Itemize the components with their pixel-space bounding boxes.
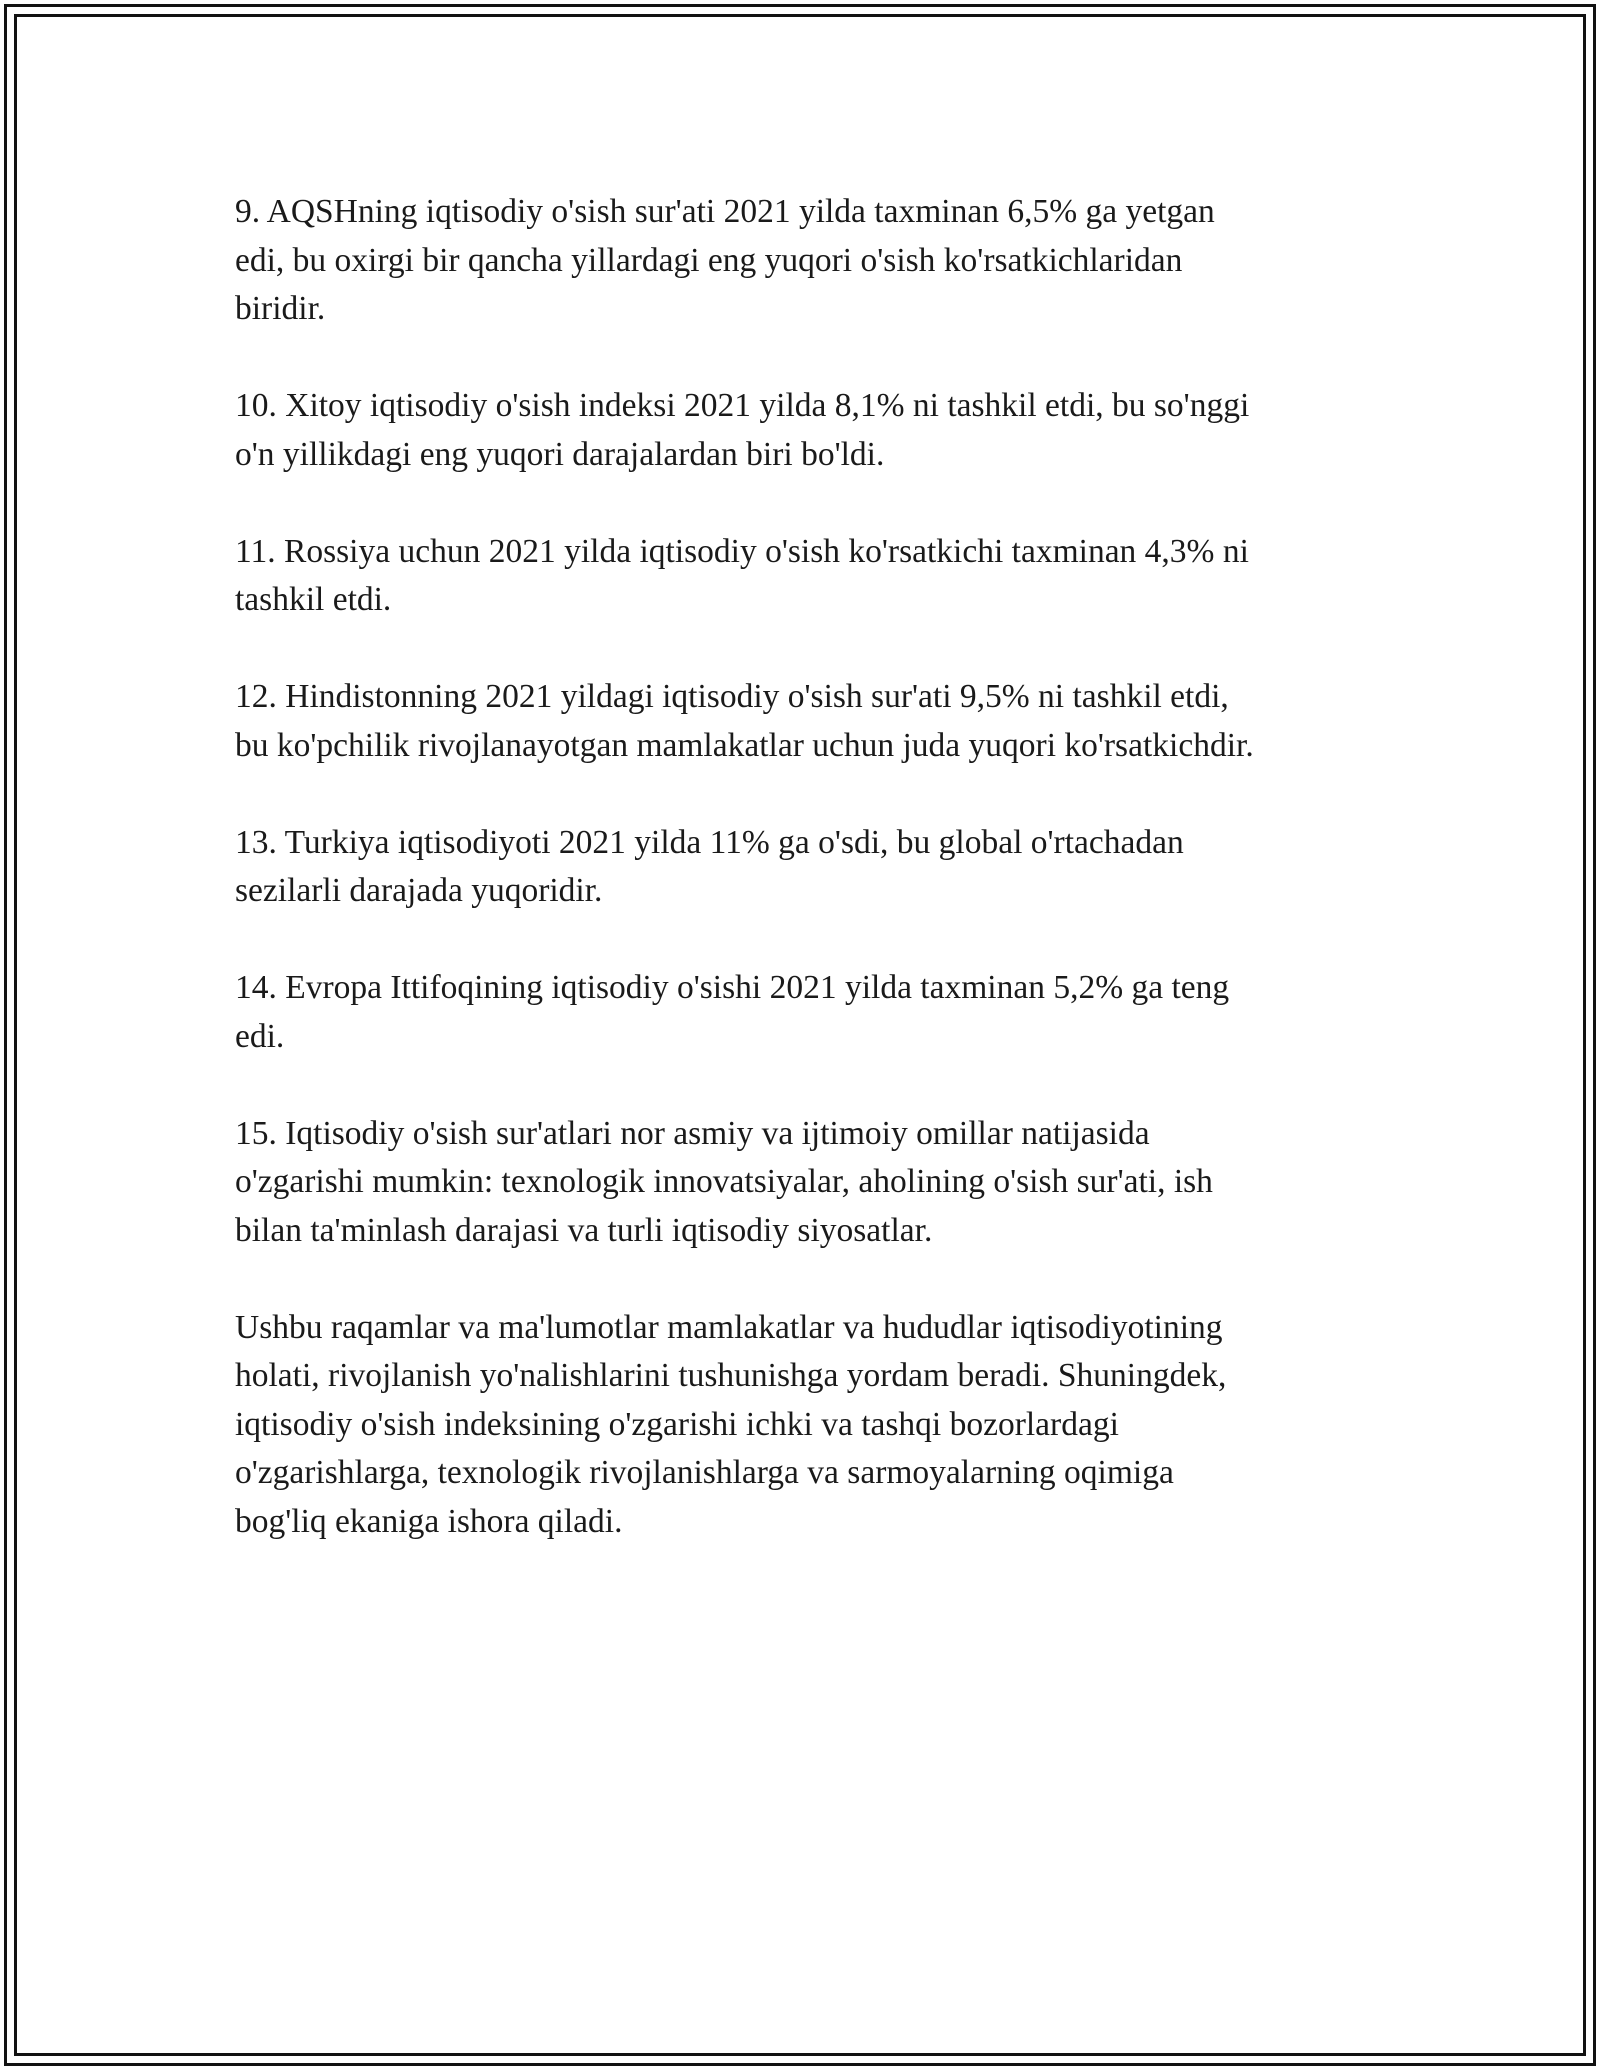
text-line: o'zgarishi mumkin: texnologik innovatsiyalar, aholining o'sish sur'ati, ish [235,1163,1213,1200]
text-line: o'n yillikdagi eng yuqori darajalardan biri bo'ldi. [235,435,885,473]
text-line: bilan ta'minlash darajasi va turli iqtisodiy siyosatlar. [235,1211,933,1249]
text-line: edi. [235,1017,285,1055]
text-line: 15. Iqtisodiy o'sish sur'atlari nor asmiy va ijtimoiy omillar natijasida [235,1114,1150,1152]
text-line: 10. Xitoy iqtisodiy o'sish indeksi 2021 yilda 8,1% ni tashkil etdi, bu so'nggi [235,387,1250,424]
text-line: o'zgarishlarga, texnologik rivojlanishlarga va sarmoyalarning oqimiga [235,1454,1174,1491]
text-line: bu ko'pchilik rivojlanayotgan mamlakatlar uchun juda yuqori ko'rsatkichdir. [235,726,1254,764]
text-line: tashkil etdi. [235,581,392,618]
paragraph-item-11 [235,528,1365,625]
paragraph-item-14 [235,964,1365,1061]
text-line: 9. AQSHning iqtisodiy o'sish sur'ati 2021 yilda taxminan 6,5% ga yetgan [235,193,1215,230]
paragraph-item-9 [235,188,1365,334]
text-line: sezilarli darajada yuqoridir. [235,872,603,909]
text-line: holati, rivojlanish yo'nalishlarini tushunishga yordam beradi. Shuningdek, [235,1357,1227,1394]
text-line: iqtisodiy o'sish indeksining o'zgarishi ichki va tashqi bozorlardagi [235,1405,1119,1443]
paragraph-item-13 [235,819,1365,916]
text-line: 14. Evropa Ittifoqining iqtisodiy o'sishi 2021 yilda taxminan 5,2% ga teng [235,969,1230,1006]
text-line: edi, bu oxirgi bir qancha yillardagi eng yuqori o'sish ko'rsatkichlaridan [235,241,1183,279]
paragraph-conclusion [235,1304,1365,1547]
text-line: Ushbu raqamlar va ma'lumotlar mamlakatlar va hududlar iqtisodiyotining [235,1308,1223,1346]
text-line: 12. Hindistonning 2021 yildagi iqtisodiy o'sish sur'ati 9,5% ni tashkil etdi, [235,678,1229,715]
text-line: biridir. [235,290,326,327]
paragraph-item-10 [235,382,1365,479]
document-body [235,188,1365,1595]
paragraph-item-12 [235,673,1365,770]
text-line: 11. Rossiya uchun 2021 yilda iqtisodiy o'sish ko'rsatkichi taxminan 4,3% ni [235,532,1249,570]
text-line: 13. Turkiya iqtisodiyoti 2021 yilda 11% ga o'sdi, bu global o'rtachadan [235,823,1184,861]
paragraph-item-15 [235,1110,1365,1256]
text-line: bog'liq ekaniga ishora qiladi. [235,1502,623,1540]
